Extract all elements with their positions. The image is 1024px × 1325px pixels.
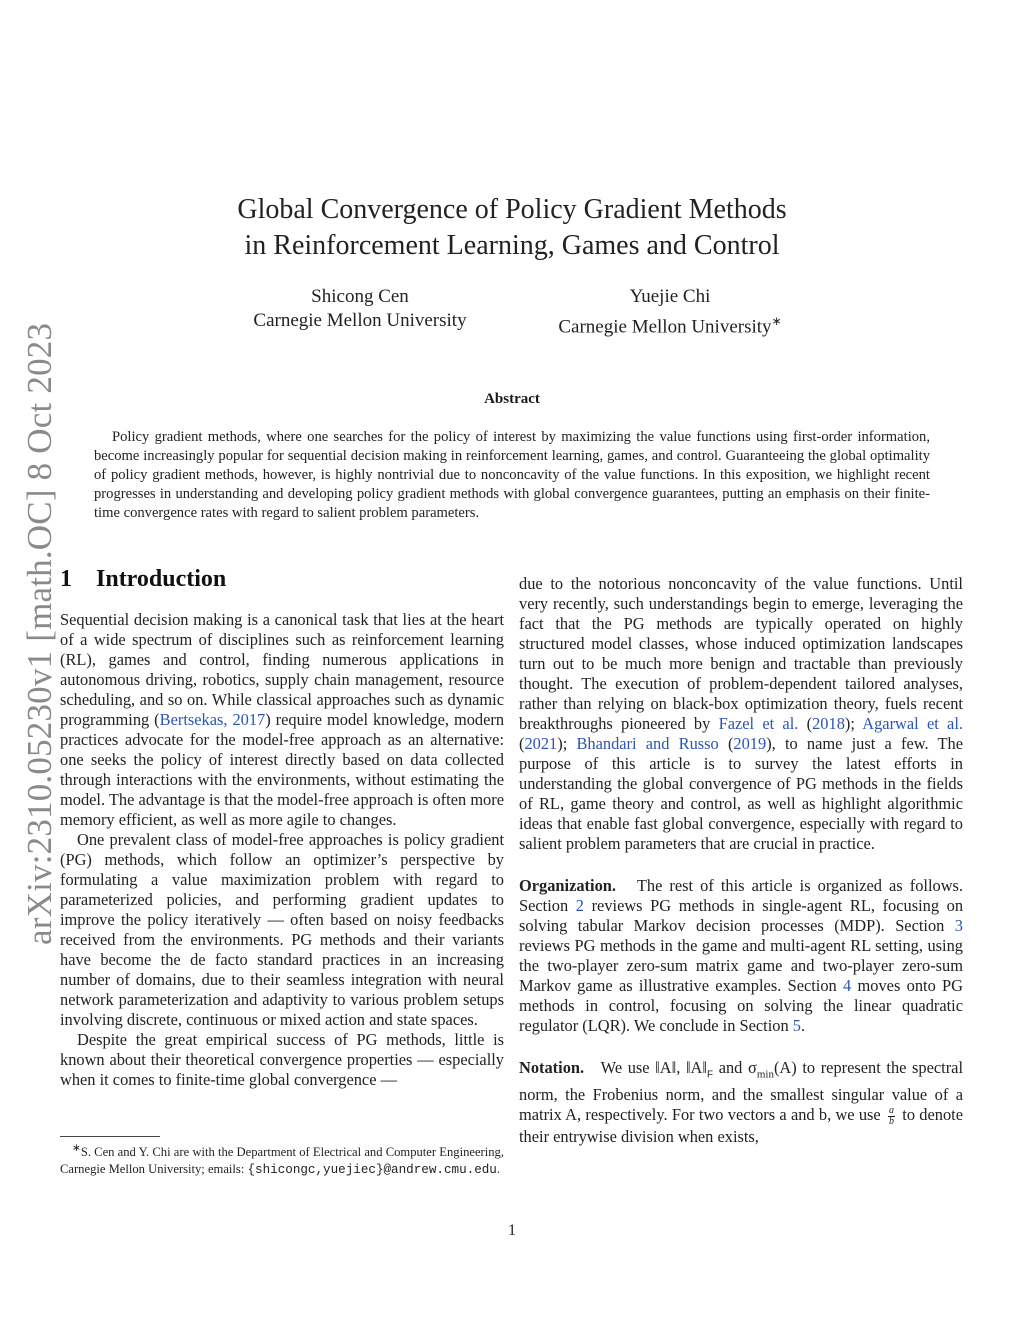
paper-title xyxy=(150,192,874,264)
paragraph: One prevalent class of model-free approaches is policy gradient (PG) methods, which follow an optimizer’s perspective by formulating a value maximization problem with regard to parameterized policies, and performing gradient updates to improve the policy iteratively — often based on noisy feedbacks received from the environments. PG methods and their variants have become the de facto standard practices in an increasing number of domains, due to their seamless integration with neural network parameterization and adaptivity to various problem setups involving discrete, continuous or mixed action and state spaces. xyxy=(60,830,504,1029)
paragraph-heading: Organization. xyxy=(519,876,616,895)
author-name: Shicong Cen xyxy=(311,286,409,307)
right-column xyxy=(519,574,963,1147)
section-link[interactable]: 2 xyxy=(575,896,584,915)
footnote-rule xyxy=(60,1136,160,1137)
title-line-1: Global Convergence of Policy Gradient Methods xyxy=(237,194,787,225)
author-2 xyxy=(530,285,810,339)
section-number: 1 xyxy=(60,566,72,592)
abstract-text: Policy gradient methods, where one searches for the policy of interest by maximizing the value functions using first-order information, become increasingly popular for sequential decision making in reinforcement learning, games, and control. Guaranteeing the global optimality of policy gradient methods, however, is highly nontrivial due to nonconcavity of the value functions. In this exposition, we highlight recent progresses in understanding and developing policy gradient methods with global convergence guarantees, putting an emphasis on their finite-time convergence rates with regard to salient problem parameters. xyxy=(94,429,930,521)
paragraph: due to the notorious nonconcavity of the value functions. Until very recently, such understandings begin to emerge, leveraging the fact that the PG methods are typically operated on highly structured model classes, whose induced optimization landscapes turn out to be much more benign and tractable than previously thought. The execution of problem-dependent tailored analyses, rather than relying on black-box optimization theory, fuels recent breakthroughs pioneered by Fazel et al. (2018); Agarwal et al. (2021); Bhandari and Russo (2019), to name just a few. The purpose of this article is to survey the latest efforts in understanding the global convergence of PG methods in the fields of RL, game theory and control, as well as highlight algorithmic ideas that enable fast global convergence, especially with regard to salient problem parameters that are crucial in practice. xyxy=(519,574,963,853)
author-name: Yuejie Chi xyxy=(629,286,711,307)
title-line-2: in Reinforcement Learning, Games and Control xyxy=(244,230,780,261)
left-column xyxy=(60,610,504,1090)
citation-year-link[interactable]: 2019 xyxy=(733,734,767,753)
citation-link[interactable]: Fazel et al. xyxy=(718,714,799,733)
page-number: 1 xyxy=(508,1222,516,1239)
paragraph: Sequential decision making is a canonical task that lies at the heart of a wide spectrum of disciplines such as reinforcement learning (RL), games and control, finding numerous applications in autonomous driving, robotics, supply chain management, resource scheduling, and so on. While classical approaches such as dynamic programming (Bertsekas, 2017) require model knowledge, modern practices advocate for the model-free approach as an alternative: one seeks the policy of interest directly based on data collected through interactions with the environments, without estimating the model. The advantage is that the model-free approach is often more memory efficient, as well as more agile to changes. xyxy=(60,610,505,829)
section-heading xyxy=(60,566,226,593)
citation-year-link[interactable]: 2018 xyxy=(812,714,845,733)
paragraph-heading: Notation. xyxy=(519,1058,585,1077)
paragraph: Despite the great empirical success of PG methods, little is known about their theoretical convergence properties — especially when it comes to finite-time global convergence — xyxy=(60,1030,504,1089)
arxiv-sidebar-stamp: arXiv:2310.05230v1 [math.OC] 8 Oct 2023 xyxy=(20,322,59,945)
citation-link[interactable]: Bertsekas, 2017 xyxy=(159,710,266,729)
section-link[interactable]: 5 xyxy=(792,1016,801,1035)
author-affiliation: Carnegie Mellon University xyxy=(253,310,467,331)
email-address: {shicongc,yuejiec}@andrew.cmu.edu xyxy=(247,1163,497,1178)
section-link[interactable]: 3 xyxy=(954,916,963,935)
fraction: $\frac{a}{b}$ xyxy=(888,1105,894,1128)
footnote-mark: ∗ xyxy=(771,314,782,328)
citation-link[interactable]: Agarwal et al. xyxy=(862,714,963,733)
footnote: ∗S. Cen and Y. Chi are with the Department of Electrical and Computer Engineering, Carnegie Mellon University; emails: {shicongc,yuejiec}@andrew.cmu.edu. xyxy=(60,1143,504,1178)
citation-year-link[interactable]: 2021 xyxy=(524,734,558,753)
author-affiliation: Carnegie Mellon University∗ xyxy=(558,314,782,338)
organization-paragraph: Organization. The rest of this article is organized as follows. Section 2 reviews PG methods in single-agent RL, focusing on solving tabular Markov decision processes (MDP). Section 3 reviews PG methods in the game and multi-agent RL setting, using the two-player zero-sum matrix game and two-player zero-sum Markov game as illustrative examples. Section 4 moves onto PG methods in control, focusing on solving the linear quadratic regulator (LQR). We conclude in Section 5. xyxy=(519,876,964,1035)
section-title: Introduction xyxy=(96,566,227,592)
abstract-heading: Abstract xyxy=(484,391,540,407)
section-link[interactable]: 4 xyxy=(843,976,852,995)
author-1 xyxy=(230,285,490,333)
notation-paragraph: Notation. We use ‖A‖, $‖A‖_F$ and $\sigma_{min}(A)$ to represent the spectral norm, the Frobenius norm, and the smallest singular value of a matrix A, respectively. For two vectors a and b, we use $\frac{a}{b}$ to denote their entrywise division when exists, xyxy=(519,1058,963,1147)
citation-link[interactable]: Bhandari and Russo xyxy=(576,734,719,753)
